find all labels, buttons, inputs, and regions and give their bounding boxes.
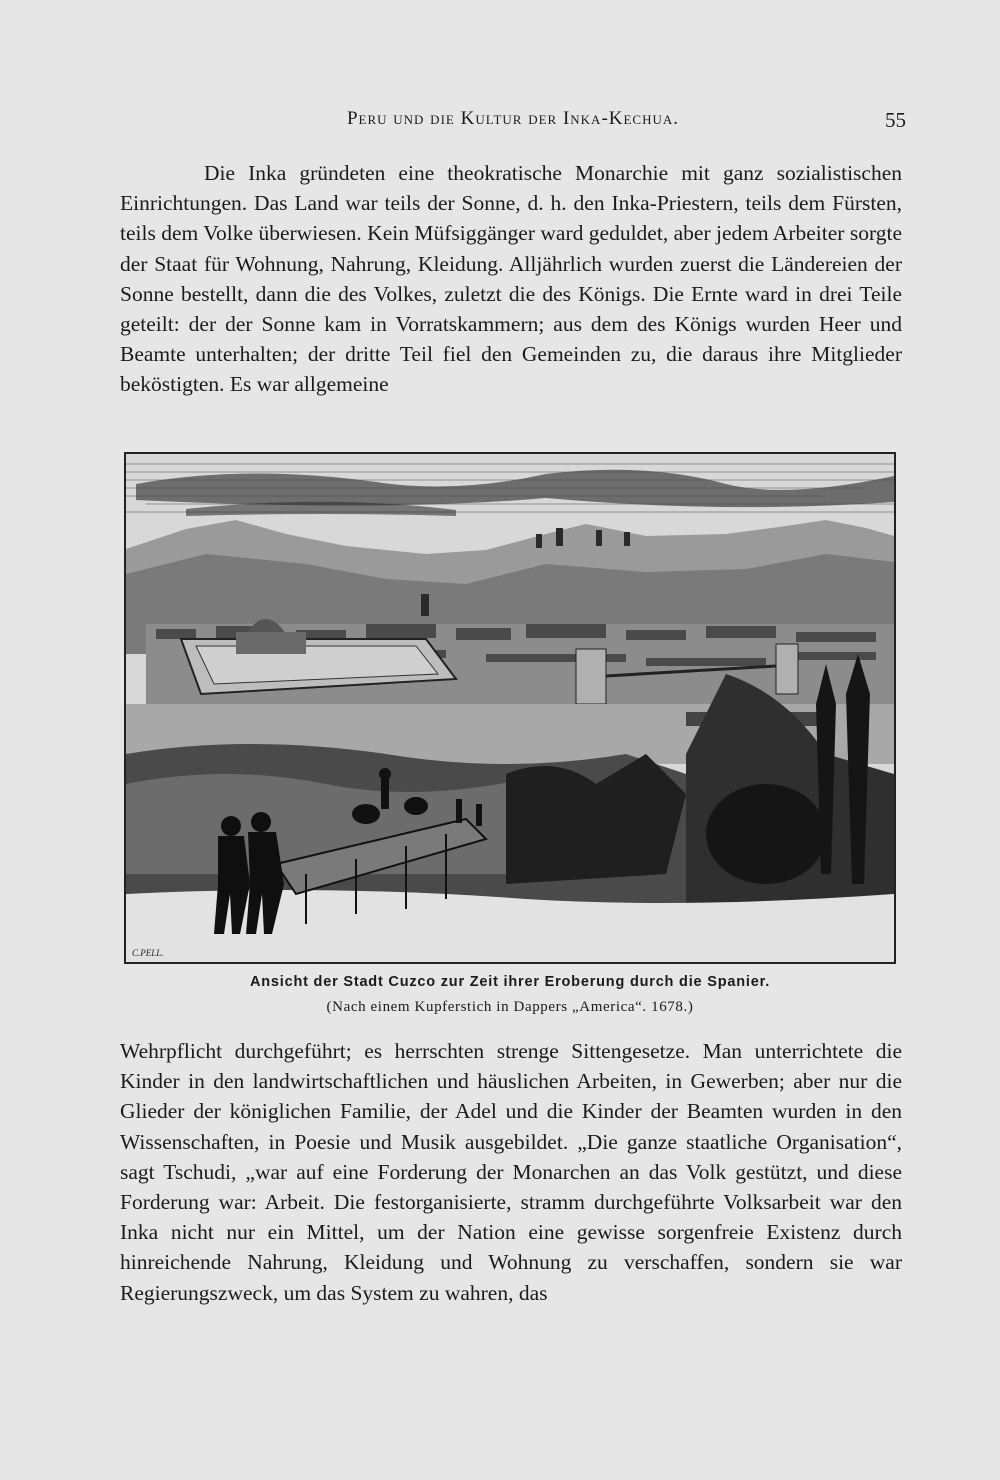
paragraph-continuation: Wehrpflicht durchgeführt; es herrschten strenge Sittengesetze. Man unterrichtete die Kinder in den landwirtschaftlichen und häuslichen Arbeiten, in Gewerben; aber nur die Glieder der königlichen Familie, der Adel und die Kinder der Beamten wurden in den Wissenschaften, in Poesie und Musik ausgebildet. „Die ganze staatliche Organisation“, sagt Tschudi, „war auf eine Forderung der Monarchen an das Volk gestützt, und diese Forderung war: Arbeit. Die festorganisierte, stramm durchgeführte Volksarbeit war den Inka nicht nur ein Mittel, um der Nation eine gewisse sorgenfreie Existenz durch hinreichende Nahrung, Kleidung und Wohnung zu verschaffen, sondern sie war Regierungszweck, um das System zu wahren, das	[120, 1039, 902, 1305]
cuzco-engraving-image	[126, 454, 894, 962]
figure-caption: Ansicht der Stadt Cuzco zur Zeit ihrer Eroberung durch die Spanier.	[249, 974, 771, 990]
artist-signature: C.PELL.	[132, 948, 164, 958]
page-number: 55	[885, 108, 906, 132]
running-title: Peru und die Kultur der Inka-Kechua.	[346, 108, 680, 129]
running-head	[120, 108, 906, 138]
paragraph-intro: Die Inka gründeten eine theokratische Monarchie mit ganz sozialistischen Einrichtungen. Das Land war teils der Sonne, d. h. den Inka-Priestern, teils dem Fürsten, teils dem Volke überwiesen. Kein Müfsiggänger ward geduldet, aber jedem Arbeiter sorgte der Staat für Wohnung, Nahrung, Kleidung. Alljährlich wurden zuerst die Ländereien der Sonne bestellt, dann die des Volkes, zuletzt die des Königs. Die Ernte ward in drei Teile geteilt: der der Sonne kam in Vorratskammern; aus dem des Königs wurden Heer und Beamte unterhalten; der dritte Teil fiel den Gemeinden zu, die daraus ihre Mitglieder beköstigten. Es war allgemeine	[120, 161, 902, 397]
figure-source-note: (Nach einem Kupferstich in Dappers „America“. 1678.)	[326, 999, 694, 1015]
engraving-illustration	[124, 452, 896, 964]
